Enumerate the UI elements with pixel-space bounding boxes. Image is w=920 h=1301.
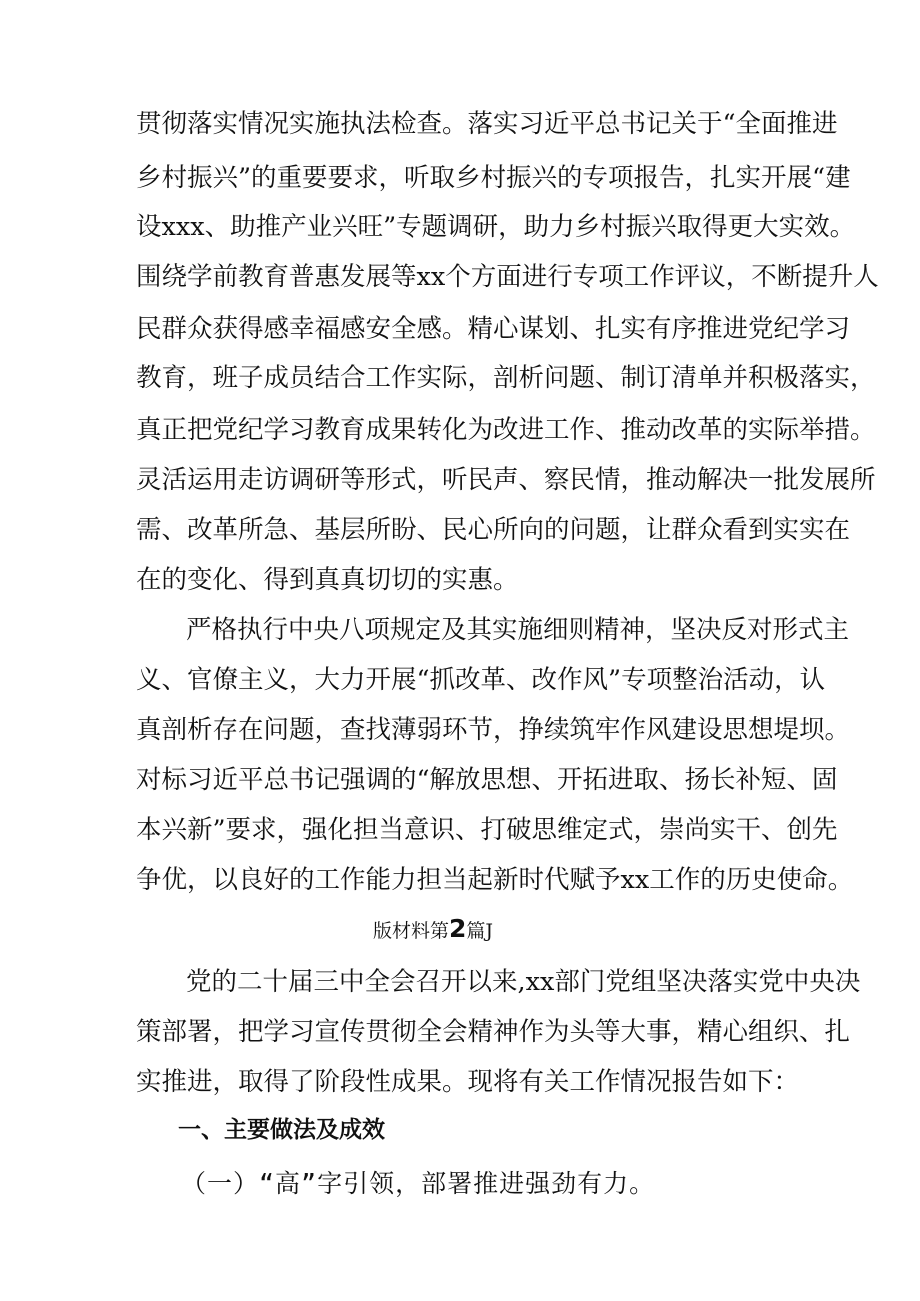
text-line: 真剖析存在问题，查找薄弱环节，挣续筑牢作风建设思想堤坝。 [136,715,851,745]
text-line: 对标习近平总书记强调的“解放思想、开拓进取、扬长补短、固 [136,765,838,795]
text-line: 教育，班子成员结合工作实际，剖析问题、制订清单并积极落实， [136,363,876,393]
text-line: 围绕学前教育普惠发展等xx个方面进行专项工作评议，不断提升人 [136,262,879,292]
heading-level-2: （一）“高”字引领，部署推进强劲有力。 [181,1169,656,1198]
text-line: 策部署，把学习宣传贯彻全会精神作为头等大事，精心组织、扎 [136,1017,851,1047]
text-line: 争优，以良好的工作能力担当起新时代赋予xx工作的历史使命。 [136,865,854,895]
text-line: 乡村振兴”的重要要求，听取乡村振兴的专项报告，扎实开展“建 [136,163,851,193]
text-line: 实推进，取得了阶段性成果。现将有关工作情况报告如下： [136,1067,800,1097]
text-line: 需、改革所急、基层所盼、民心所向的问题，让群众看到实实在 [136,515,851,545]
heading-level-1: 一、主要做法及成效 [178,1117,385,1143]
text-line: 民群众获得感幸福感安全感。精心谋划、扎实有序推进党纪学习 [136,314,851,344]
section-title-prefix: 版材料第 [373,920,450,942]
text-line: 义、官僚主义，大力开展“抓改革、改作风”专项整治活动，认 [136,665,826,695]
text-line: 贯彻落实情况实施执法检查。落实习近平总书记关于“全面推进 [136,109,838,139]
text-line: 设xxx、助推产业兴旺”专题调研，助力乡村振兴取得更大实效。 [136,212,856,242]
text-line: 严格执行中央八项规定及其实施细则精神，坚决反对形式主 [186,615,850,645]
text-line: 灵活运用走访调研等形式，听民声、察民情，推动解决一批发展所 [136,465,876,495]
text-line: 在的变化、得到真真切切的实惠。 [136,565,519,595]
text-line: 真正把党纪学习教育成果转化为改进工作、推动改革的实际举措。 [136,415,876,445]
section-title-suffix: 篇J [466,920,494,942]
text-line: 党的二十届三中全会召开以来,xx部门党组坚决落实党中央决 [186,967,861,997]
section-title [373,911,493,949]
text-line: 本兴新”要求，强化担当意识、打破思维定式，崇尚实干、创先 [136,815,838,845]
section-title-number: 2 [449,914,467,943]
